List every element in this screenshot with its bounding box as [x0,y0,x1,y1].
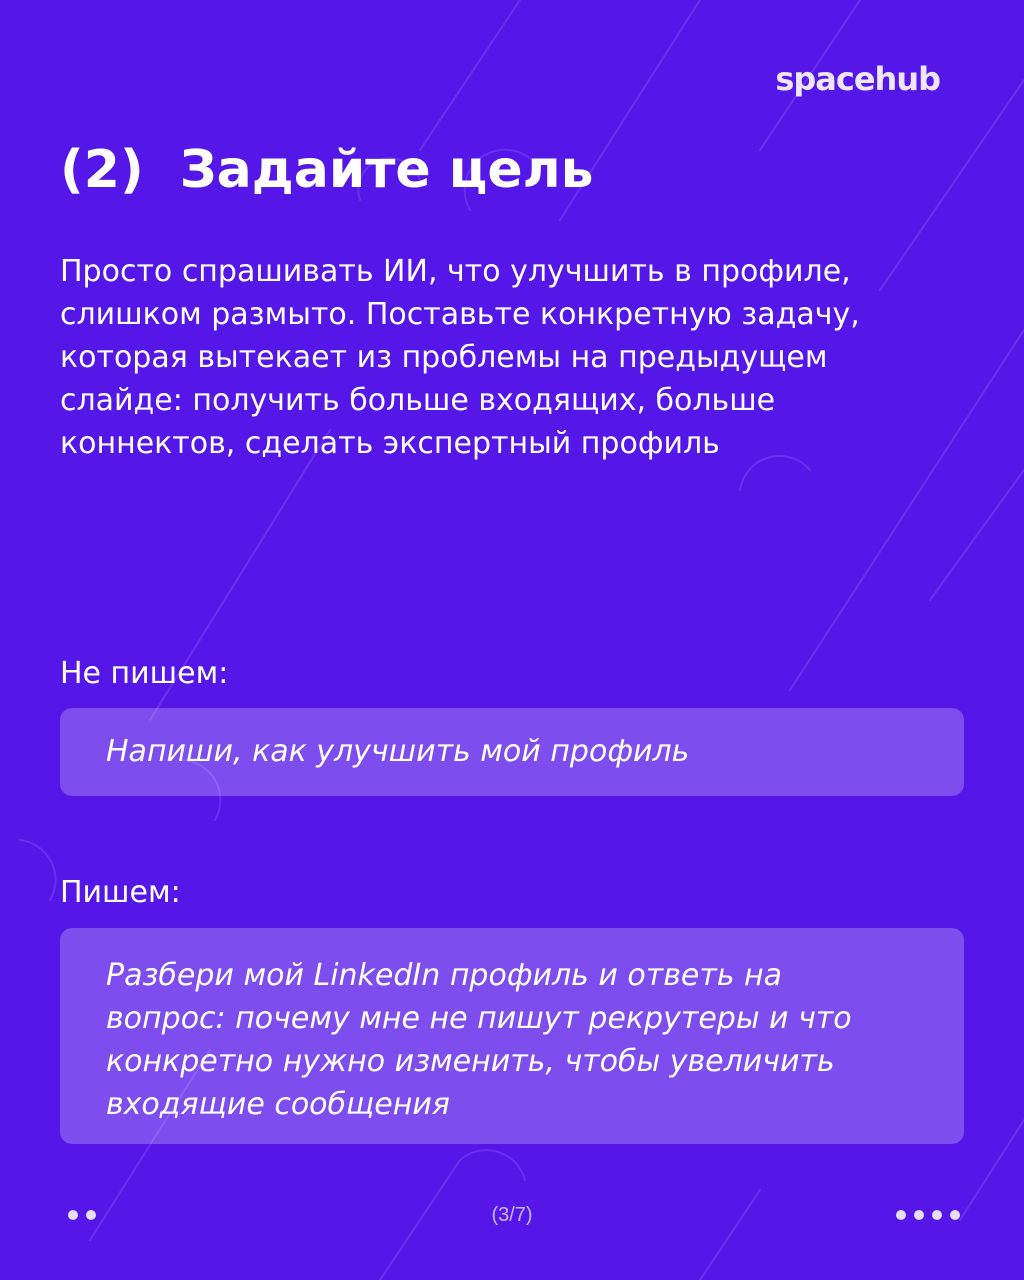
good-example-line: конкретно нужно изменить, чтобы увеличить [106,1044,835,1079]
dot-icon [914,1210,924,1220]
intro-line: Просто спрашивать ИИ, что улучшить в профиле, [60,254,851,289]
intro-paragraph [60,250,940,465]
good-example-line: входящие сообщения [106,1087,450,1122]
intro-line: слайде: получить больше входящих, больше [60,383,776,418]
step-number: (2) [60,140,144,200]
good-example-label: Пишем: [60,875,181,910]
intro-line: коннектов, сделать экспертный профиль [60,426,720,461]
intro-line: которая вытекает из проблемы на предыдущем [60,340,828,375]
good-example-box [60,928,964,1144]
slide-title [60,138,594,202]
good-example-line: Разбери мой LinkedIn профиль и ответь на [106,958,783,993]
bad-example-label: Не пишем: [60,656,229,691]
bad-example-text: Напиши, как улучшить мой профиль [106,734,690,769]
spacehub-logo: spacehub [775,60,940,98]
page-counter: (3/7) [491,1204,533,1226]
good-example-line: вопрос: почему мне не пишут рекрутеры и что [106,1001,852,1036]
dot-icon [932,1210,942,1220]
dot-icon [896,1210,906,1220]
title-text: Задайте цель [179,140,594,200]
dot-icon [950,1210,960,1220]
intro-line: слишком размыто. Поставьте конкретную задачу, [60,297,860,332]
next-dots-icon [896,1210,960,1220]
bad-example-box [60,708,964,796]
